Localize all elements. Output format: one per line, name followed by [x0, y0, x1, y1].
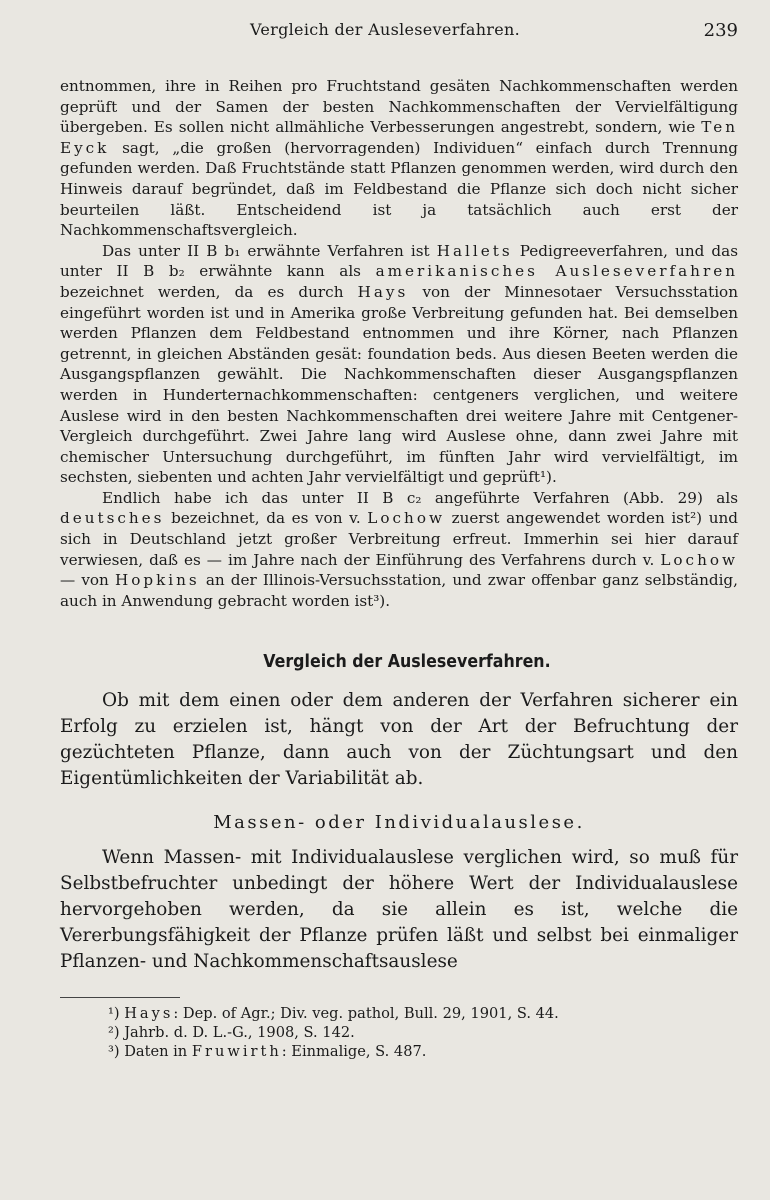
text-run: Pedigreeverfahren, und das unter II B b₂ erwähnte kann als — [60, 241, 738, 281]
footnote-mark: ²) — [108, 1024, 125, 1042]
footnote-3 — [108, 1042, 738, 1061]
text-run: zuerst angewendet worden ist²) und sich in Deutschland jetzt großer Verbreitung erfreut. Immerhin sei hier darauf verwiesen, daß es — im Jahre nach der Einführung des Verfahrens durch v. — [60, 509, 738, 569]
subsection-text — [60, 845, 738, 975]
continued-text — [60, 76, 738, 611]
author-name: Hallets — [436, 241, 513, 260]
author-name: Lochow — [660, 550, 738, 569]
author-name: Hays — [124, 1005, 174, 1023]
section-heading: Vergleich der Ausleseverfahren. — [263, 651, 551, 673]
paragraph-american-method — [60, 241, 738, 488]
text-run: : Einmalige, S. 487. — [281, 1043, 427, 1061]
text-run: : Dep. of Agr.; Div. veg. pathol, Bull. 29, 1901, S. 44. — [173, 1005, 559, 1023]
running-title: Vergleich der Ausleseverfahren. — [250, 20, 521, 39]
text-run: Das unter II B b₁ erwähnte Verfahren ist — [102, 241, 437, 260]
author-name: Hopkins — [114, 571, 200, 590]
paragraph-continuation — [60, 76, 738, 241]
footnotes — [60, 1004, 738, 1061]
text-run: bezeichnet werden, da es durch — [60, 282, 358, 301]
text-run: von der Minnesotaer Versuchsstation eingeführt worden ist und in Amerika große Verbreitung gefunden hat. Bei demselben werden Pflanzen dem Feldbestand entnommen und ihre Körner, nach Pflanzen getrennt, in gleichen Abständen gesät: foundation beds. Aus diesen Beeten werden die Ausgangspflanzen gewählt. Die Nachkommenschaften dieser Ausgangspflanzen werden in Hunderternachkommenschaften: centgeners verglichen, und weitere Auslese wird in den besten Nachkommenschaften drei weitere Jahre mit Centgener-Vergleich durchgeführt. Zwei Jahre lang wird Auslese ohne, dann zwei Jahre mit chemischer Untersuchung durchgeführt, im fünften Jahr wird vervielfältigt, im sechsten, siebenten und achten Jahr vervielfältigt und geprüft¹). — [60, 282, 738, 487]
emphasized-term: amerikanisches Ausleseverfahren — [375, 262, 738, 281]
subsection-paragraph: Wenn Massen- mit Individualauslese verglichen wird, so muß für Selbstbefruchter unbedingt der höhere Wert der Individualauslese hervorgehoben werden, da sie allein es ist, welche die Vererbungsfähigkeit der Pflanze prüfen läßt und selbst bei einmaliger Pflanzen- und Nachkommenschaftsauslese — [60, 847, 738, 973]
page-number: 239 — [703, 20, 738, 41]
author-name: Ten Eyck — [60, 118, 738, 157]
footnote-mark: ¹) — [108, 1005, 125, 1023]
footnote-2 — [108, 1023, 738, 1042]
footnote-1 — [108, 1004, 738, 1023]
text-run: Daten in — [124, 1043, 192, 1061]
text-run: sagt, „die großen (hervorragenden) Individuen“ einfach durch Trennung gefunden werden. Daß Fruchtstände statt Pflanzen genommen werden, wird durch den Hinweis darauf begründet, daß im Feldbestand die Pflanze sich doch nicht sicher beurteilen läßt. Entscheidend ist ja tatsächlich auch erst der Nachkommenschaftsvergleich. — [60, 138, 738, 240]
author-name: Hays — [357, 282, 409, 301]
text-run: entnommen, ihre in Reihen pro Fruchtstand gesäten Nachkommenschaften werden geprüft und der Samen der besten Nachkommenschaften der Vervielfältigung übergeben. Es sollen nicht allmähliche Verbesserungen angestrebt, sondern, wie — [60, 77, 738, 137]
sub-heading: Massen- oder Individualauslese. — [213, 812, 585, 834]
author-name: Lochow — [367, 509, 445, 528]
text-run: — von — [60, 571, 115, 590]
running-head — [60, 14, 738, 48]
emphasized-term: deutsches — [60, 509, 165, 528]
footnote-mark: ³) — [108, 1043, 125, 1061]
author-name: Fruwirth — [191, 1043, 282, 1061]
text-run: Jahrb. d. D. L.-G., 1908, S. 142. — [124, 1024, 355, 1042]
section-intro — [60, 688, 738, 792]
paragraph-german-method — [60, 488, 738, 612]
text-run: Endlich habe ich das unter II B c₂ angeführte Verfahren (Abb. 29) als — [102, 488, 738, 507]
footnote-divider — [60, 997, 180, 998]
intro-paragraph: Ob mit dem einen oder dem anderen der Verfahren sicherer ein Erfolg zu erzielen ist, hängt von der Art der Befruchtung der gezüchteten Pflanze, dann auch von der Züchtungsart und den Eigentümlichkeiten der Variabilität ab. — [60, 690, 738, 790]
text-run: an der Illinois-Versuchsstation, und zwar offenbar ganz selbständig, auch in Anwendung gebracht worden ist³). — [60, 571, 738, 610]
text-run: bezeichnet, da es von v. — [164, 509, 368, 528]
